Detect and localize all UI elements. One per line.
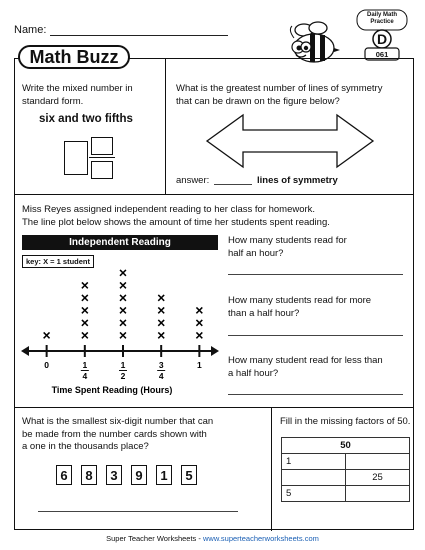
number-card: 3 (106, 465, 122, 485)
factor-cell: 1 (282, 454, 346, 470)
x-mark: × (157, 327, 166, 343)
x-axis-label: Time Spent Reading (Hours) (51, 385, 173, 395)
fraction-bar (89, 157, 115, 158)
q3-answer-3[interactable] (228, 394, 403, 395)
tick-label-denominator: 4 (82, 371, 88, 381)
q1-prompt: Write the mixed number in standard form. (22, 83, 133, 107)
number-card: 8 (81, 465, 97, 485)
x-mark: × (157, 314, 166, 331)
tick-label-numerator: 1 (120, 360, 126, 370)
x-mark: × (157, 302, 166, 318)
badge-line1: Daily Math (366, 12, 397, 18)
x-mark: × (195, 327, 204, 343)
x-mark: × (118, 327, 128, 343)
x-mark: × (80, 302, 89, 318)
q1-mixed-number: six and two fifths (39, 113, 133, 125)
whole-number-box[interactable] (64, 141, 88, 175)
vdivider-bottom (271, 407, 272, 531)
number-card: 6 (56, 465, 72, 485)
x-mark: × (80, 327, 89, 343)
x-mark: × (195, 302, 204, 318)
number-cards (56, 465, 216, 487)
name-label: Name: (14, 24, 47, 36)
x-mark: × (118, 289, 128, 306)
q3-question-2: How many students read for more than a half hour? (228, 295, 372, 319)
worksheet (14, 58, 414, 530)
practice-badge (352, 9, 412, 64)
x-mark: × (157, 289, 166, 306)
denominator-box[interactable] (91, 161, 113, 179)
q3-intro: Miss Reyes assigned independent reading to her class for homework. The line plot below shows the amount of time her students spent reading. (22, 204, 330, 228)
page-title: Math Buzz (18, 45, 130, 69)
x-mark: × (118, 277, 128, 293)
q3-answer-1[interactable] (228, 274, 403, 275)
badge-line2: Practice (370, 19, 394, 25)
plot-key: key: X = 1 student (22, 255, 94, 268)
q3-question-3: How many student read for less than a half hour? (228, 355, 383, 379)
q4-answer-field[interactable] (38, 511, 238, 512)
factor-blank[interactable] (346, 486, 410, 502)
vdivider-top (165, 59, 166, 194)
x-mark: × (80, 289, 89, 306)
q5-prompt: Fill in the missing factors of 50. (280, 416, 411, 427)
factor-cell: 25 (346, 470, 410, 486)
name-field[interactable] (50, 35, 228, 36)
tick-label: 0 (44, 360, 50, 370)
factors-table (281, 437, 410, 502)
tick-label-denominator: 2 (120, 371, 126, 381)
q2-answer-unit: lines of symmetry (257, 175, 338, 186)
divider-2 (15, 407, 413, 408)
x-mark: × (80, 314, 89, 331)
factor-blank[interactable] (282, 470, 346, 486)
tick-label-numerator: 1 (82, 360, 88, 370)
number-card: 9 (131, 465, 147, 485)
table-row (282, 470, 410, 486)
q4-prompt: What is the smallest six-digit number that can be made from the number cards shown with a one in the thousands place? (22, 416, 214, 452)
x-mark: × (118, 314, 128, 331)
tick-label-denominator: 4 (158, 371, 164, 381)
factor-cell: 5 (282, 486, 346, 502)
footer-url[interactable]: www.superteacherworksheets.com (202, 534, 319, 543)
table-row (282, 486, 410, 502)
x-mark: × (42, 327, 51, 343)
double-arrow-figure (205, 113, 375, 169)
q3-question-1: How many students read for half an hour? (228, 235, 347, 259)
x-mark: × (118, 264, 128, 281)
q3-answer-2[interactable] (228, 335, 403, 336)
q2-answer-field[interactable] (214, 184, 252, 185)
badge-number: 061 (375, 50, 389, 59)
footer-site: Super Teacher Worksheets - (106, 534, 203, 543)
tick-label: 1 (196, 360, 202, 370)
right-arrow-icon (211, 346, 219, 356)
footer (0, 534, 425, 543)
x-mark: × (118, 302, 128, 318)
q2-prompt: What is the greatest number of lines of symmetry that can be drawn on the figure below? (176, 83, 383, 107)
tick-label-numerator: 3 (158, 360, 164, 370)
number-card: 5 (181, 465, 197, 485)
table-row (282, 454, 410, 470)
left-arrow-icon (21, 346, 29, 356)
divider-1 (15, 194, 413, 195)
q2-answer-label: answer: (176, 175, 210, 186)
numerator-box[interactable] (91, 137, 113, 155)
factor-blank[interactable] (346, 454, 410, 470)
x-mark: × (195, 314, 204, 331)
factors-header: 50 (282, 438, 410, 454)
line-plot (15, 261, 220, 401)
plot-title: Independent Reading (22, 235, 218, 250)
badge-letter: D (376, 31, 388, 47)
number-card: 1 (156, 465, 172, 485)
x-mark: × (80, 277, 89, 293)
